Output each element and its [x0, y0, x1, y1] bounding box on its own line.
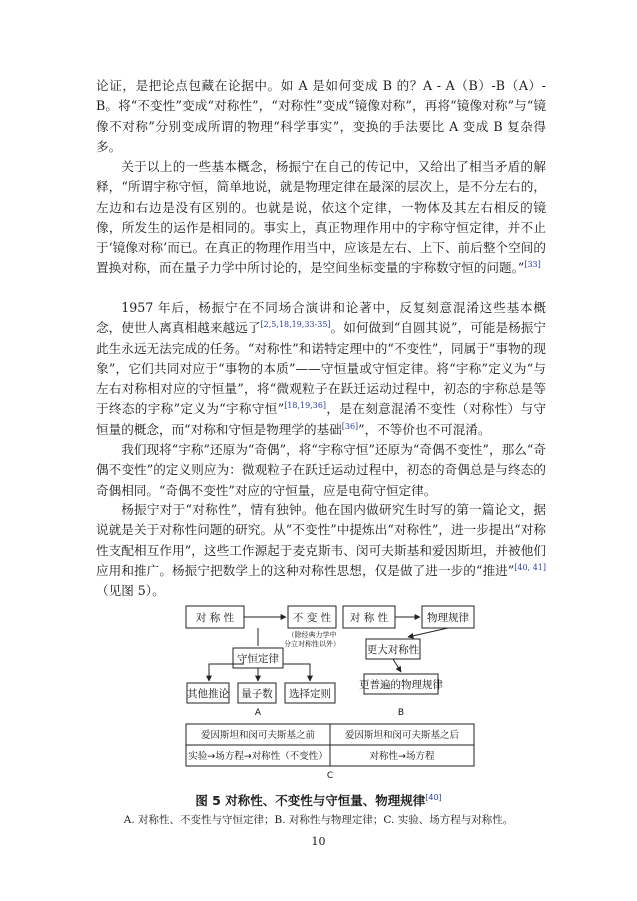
- figure-reference[interactable]: [40]: [425, 793, 442, 802]
- paragraph-2: 关于以上的一些基本概念，杨振宁在自己的传记中，又给出了相当矛盾的解释，“所谓宇称守恒，简单地说，就是物理定律在最深的层次上，是不分左右的，左边和右边是没有区别的。也就是说，依这个定律，一物体及其左右相反的镜像，所发生的运作是相同的。事实上，真正物理作用中的宇称守恒定律，并不止于‘镜像对称’而已。在真正的物理作用当中，应该是左右、上下、前后整个空间的置换对称，而在量子力学中所讨论的，是空间坐标变量的宇称数守恒的问题。”[33]: [96, 159, 546, 276]
- c-after-header: 爱因斯坦和闵可夫斯基之后: [344, 730, 460, 741]
- reference-group-1[interactable]: [2,5,18,19,33-35]: [260, 320, 331, 330]
- paragraph-4: 我们现将“宇称”还原为“奇偶”，将“宇称守恒”还原为“奇偶不变性”，那么“奇偶不变性”的定义则应为：微观粒子在跃迁运动过程中，初态的奇偶总是与终态的奇偶相同。“奇偶不变性”对应的守恒量，应是电荷守恒定律。: [96, 442, 546, 498]
- a-note-line-1: （除经典力学中: [287, 631, 337, 639]
- b-physical-law-label: 物理规律: [427, 612, 469, 624]
- panel-label-b: B: [397, 708, 405, 718]
- a-invariance-label: 不 变 性: [292, 612, 332, 624]
- paragraph-1: 论证，是把论点包藏在论据中。如 A 是如何变成 B 的？A - A（B）-B（A）- B。将“不变性”变成“对称性”，“对称性”变成“镜像对称”，再将“镜像对称”与“镜像不对称”分别变成所谓的物理“科学事实”，变换的手法要比 A 变成 B 复杂得多。: [96, 78, 546, 154]
- a-selection-rule-label: 选择定则: [289, 688, 331, 700]
- reference-36[interactable]: [36]: [341, 421, 359, 431]
- b-general-law-label: 更普遍的物理规律: [359, 679, 443, 691]
- a-symmetry-label: 对 称 性: [195, 612, 235, 624]
- reference-33[interactable]: [33]: [524, 260, 541, 270]
- c-before-flow: 实验→场方程→对称性（不变性）: [188, 751, 328, 762]
- a-other-inference-label: 其他推论: [187, 688, 229, 700]
- figure-subtitle: A. 对称性、不变性与守恒定律；B. 对称性与物理定律；C. 实验、场方程与对称性。: [123, 814, 514, 826]
- reference-group-2[interactable]: [18,19,36]: [284, 401, 327, 411]
- b-larger-symmetry-label: 更大对称性: [366, 644, 420, 656]
- figure-title: 图 5 对称性、不变性与守恒量、物理规律[40]: [195, 793, 442, 808]
- reference-40-41[interactable]: [40, 41]: [514, 562, 546, 572]
- c-after-flow: 对称性→场方程: [369, 751, 435, 762]
- panel-label-a: A: [254, 708, 262, 718]
- page-number: 10: [311, 835, 326, 848]
- b-symmetry-label: 对 称 性: [349, 612, 389, 624]
- a-note-line-2: 分立对称性以外）: [284, 640, 340, 648]
- a-conservation-label: 守恒定律: [237, 653, 279, 665]
- paragraph-3: 1957 年后，杨振宁在不同场合演讲和论著中，反复刻意混淆这些基本概念，使世人离真相越来越远了[2,5,18,19,33-35]。如何做到“自圆其说”，可能是杨振宁此生永远无法完成的任务。“对称性”和诺特定理中的“不变性”，同属于“事物的现象”，它们共同对应于“事物的本质”——守恒量或守恒定律。将“宇称”定义为“与左右对称相对应的守恒量”，将“微观粒子在跃迁运动过程中，初态的宇称总是等于终态的宇称”定义为“宇称守恒”[18,19,36]，是在刻意混淆不变性（对称性）与守恒量的概念，而“对称和守恒是物理学的基础[36]”，不等价也不可混淆。: [96, 300, 546, 437]
- panel-label-c: C: [326, 771, 334, 781]
- paragraph-5: 杨振宁对于“对称性”，情有独钟。他在国内做研究生时写的第一篇论文，据说就是关于对称性问题的研究。从“不变性”中提炼出“对称性”，进一步提出“对称性支配相互作用”，这些工作源起于麦克斯韦、闵可夫斯基和爱因斯坦，并被他们应用和推广。杨振宁把数学上的这种对称性思想，仅是做了进一步的“推进”[40, 41]（见图 5）。: [96, 502, 546, 599]
- a-quantum-number-label: 量子数: [241, 688, 273, 700]
- c-before-header: 爱因斯坦和闵可夫斯基之前: [200, 730, 316, 741]
